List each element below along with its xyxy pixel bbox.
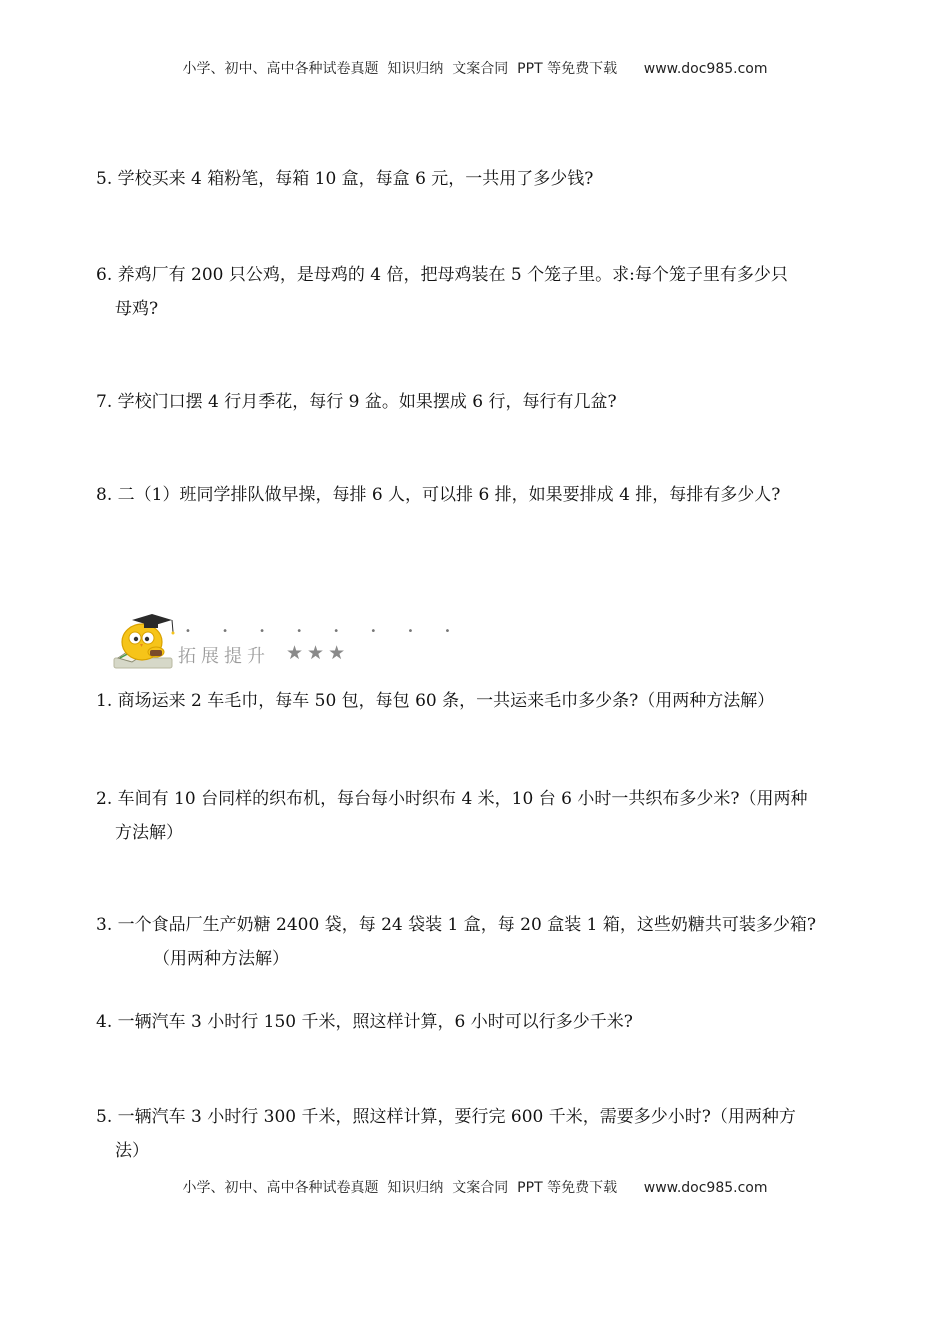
extension-problem-4: [96, 1005, 876, 1039]
section-banner: [110, 612, 465, 674]
problem-line: 5. 一辆汽车 3 小时行 300 千米，照这样计算，要行完 600 千米，需要多少小时?（用两种方: [96, 1107, 796, 1127]
problem-line-continued: 法）: [115, 1141, 149, 1161]
problem-7: [96, 385, 876, 419]
problem-line-continued: 方法解）: [115, 823, 183, 843]
problem-line: 2. 车间有 10 台同样的织布机，每台每小时织布 4 米，10 台 6 小时一共织布多少米?（用两种: [96, 789, 808, 809]
problem-line: 1. 商场运来 2 车毛巾，每车 50 包，每包 60 条，一共运来毛巾多少条?（用两种方法解）: [96, 691, 775, 711]
difficulty-stars: ★★★: [286, 642, 350, 664]
extension-problem-2: [96, 782, 876, 850]
problem-line: 8. 二（1）班同学排队做早操，每排 6 人，可以排 6 排，如果要排成 4 排，每排有多少人?: [96, 485, 781, 505]
page-footer: 小学、初中、高中各种试卷真题 知识归纳 文案合同 PPT 等免费下载 www.doc985.com: [182, 1180, 768, 1196]
decorative-dots: • • • • • • • •: [185, 626, 465, 637]
extension-problem-3: [96, 908, 876, 976]
problem-5: [96, 162, 876, 196]
problem-line-continued: 母鸡?: [115, 299, 159, 319]
page-header: 小学、初中、高中各种试卷真题 知识归纳 文案合同 PPT 等免费下载 www.doc985.com: [182, 61, 768, 77]
problem-line: 3. 一个食品厂生产奶糖 2400 袋，每 24 袋装 1 盒，每 20 盒装 1 箱，这些奶糖共可装多少箱?: [96, 915, 816, 935]
problem-line-continued: （用两种方法解）: [153, 949, 289, 969]
owl-graduate-reading-icon: [110, 612, 180, 674]
problem-line: 5. 学校买来 4 箱粉笔，每箱 10 盒，每盒 6 元，一共用了多少钱?: [96, 169, 594, 189]
problem-8: [96, 478, 876, 512]
problem-6: [96, 258, 876, 326]
problem-line: 7. 学校门口摆 4 行月季花，每行 9 盆。如果摆成 6 行，每行有几盆?: [96, 392, 617, 412]
problem-line: 6. 养鸡厂有 200 只公鸡，是母鸡的 4 倍，把母鸡装在 5 个笼子里。求:每个笼子里有多少只: [96, 265, 788, 285]
problem-line: 4. 一辆汽车 3 小时行 150 千米，照这样计算，6 小时可以行多少千米?: [96, 1012, 633, 1032]
extension-problem-1: [96, 684, 876, 718]
extension-problem-5: [96, 1100, 876, 1168]
section-title: 拓展提升: [178, 646, 270, 667]
